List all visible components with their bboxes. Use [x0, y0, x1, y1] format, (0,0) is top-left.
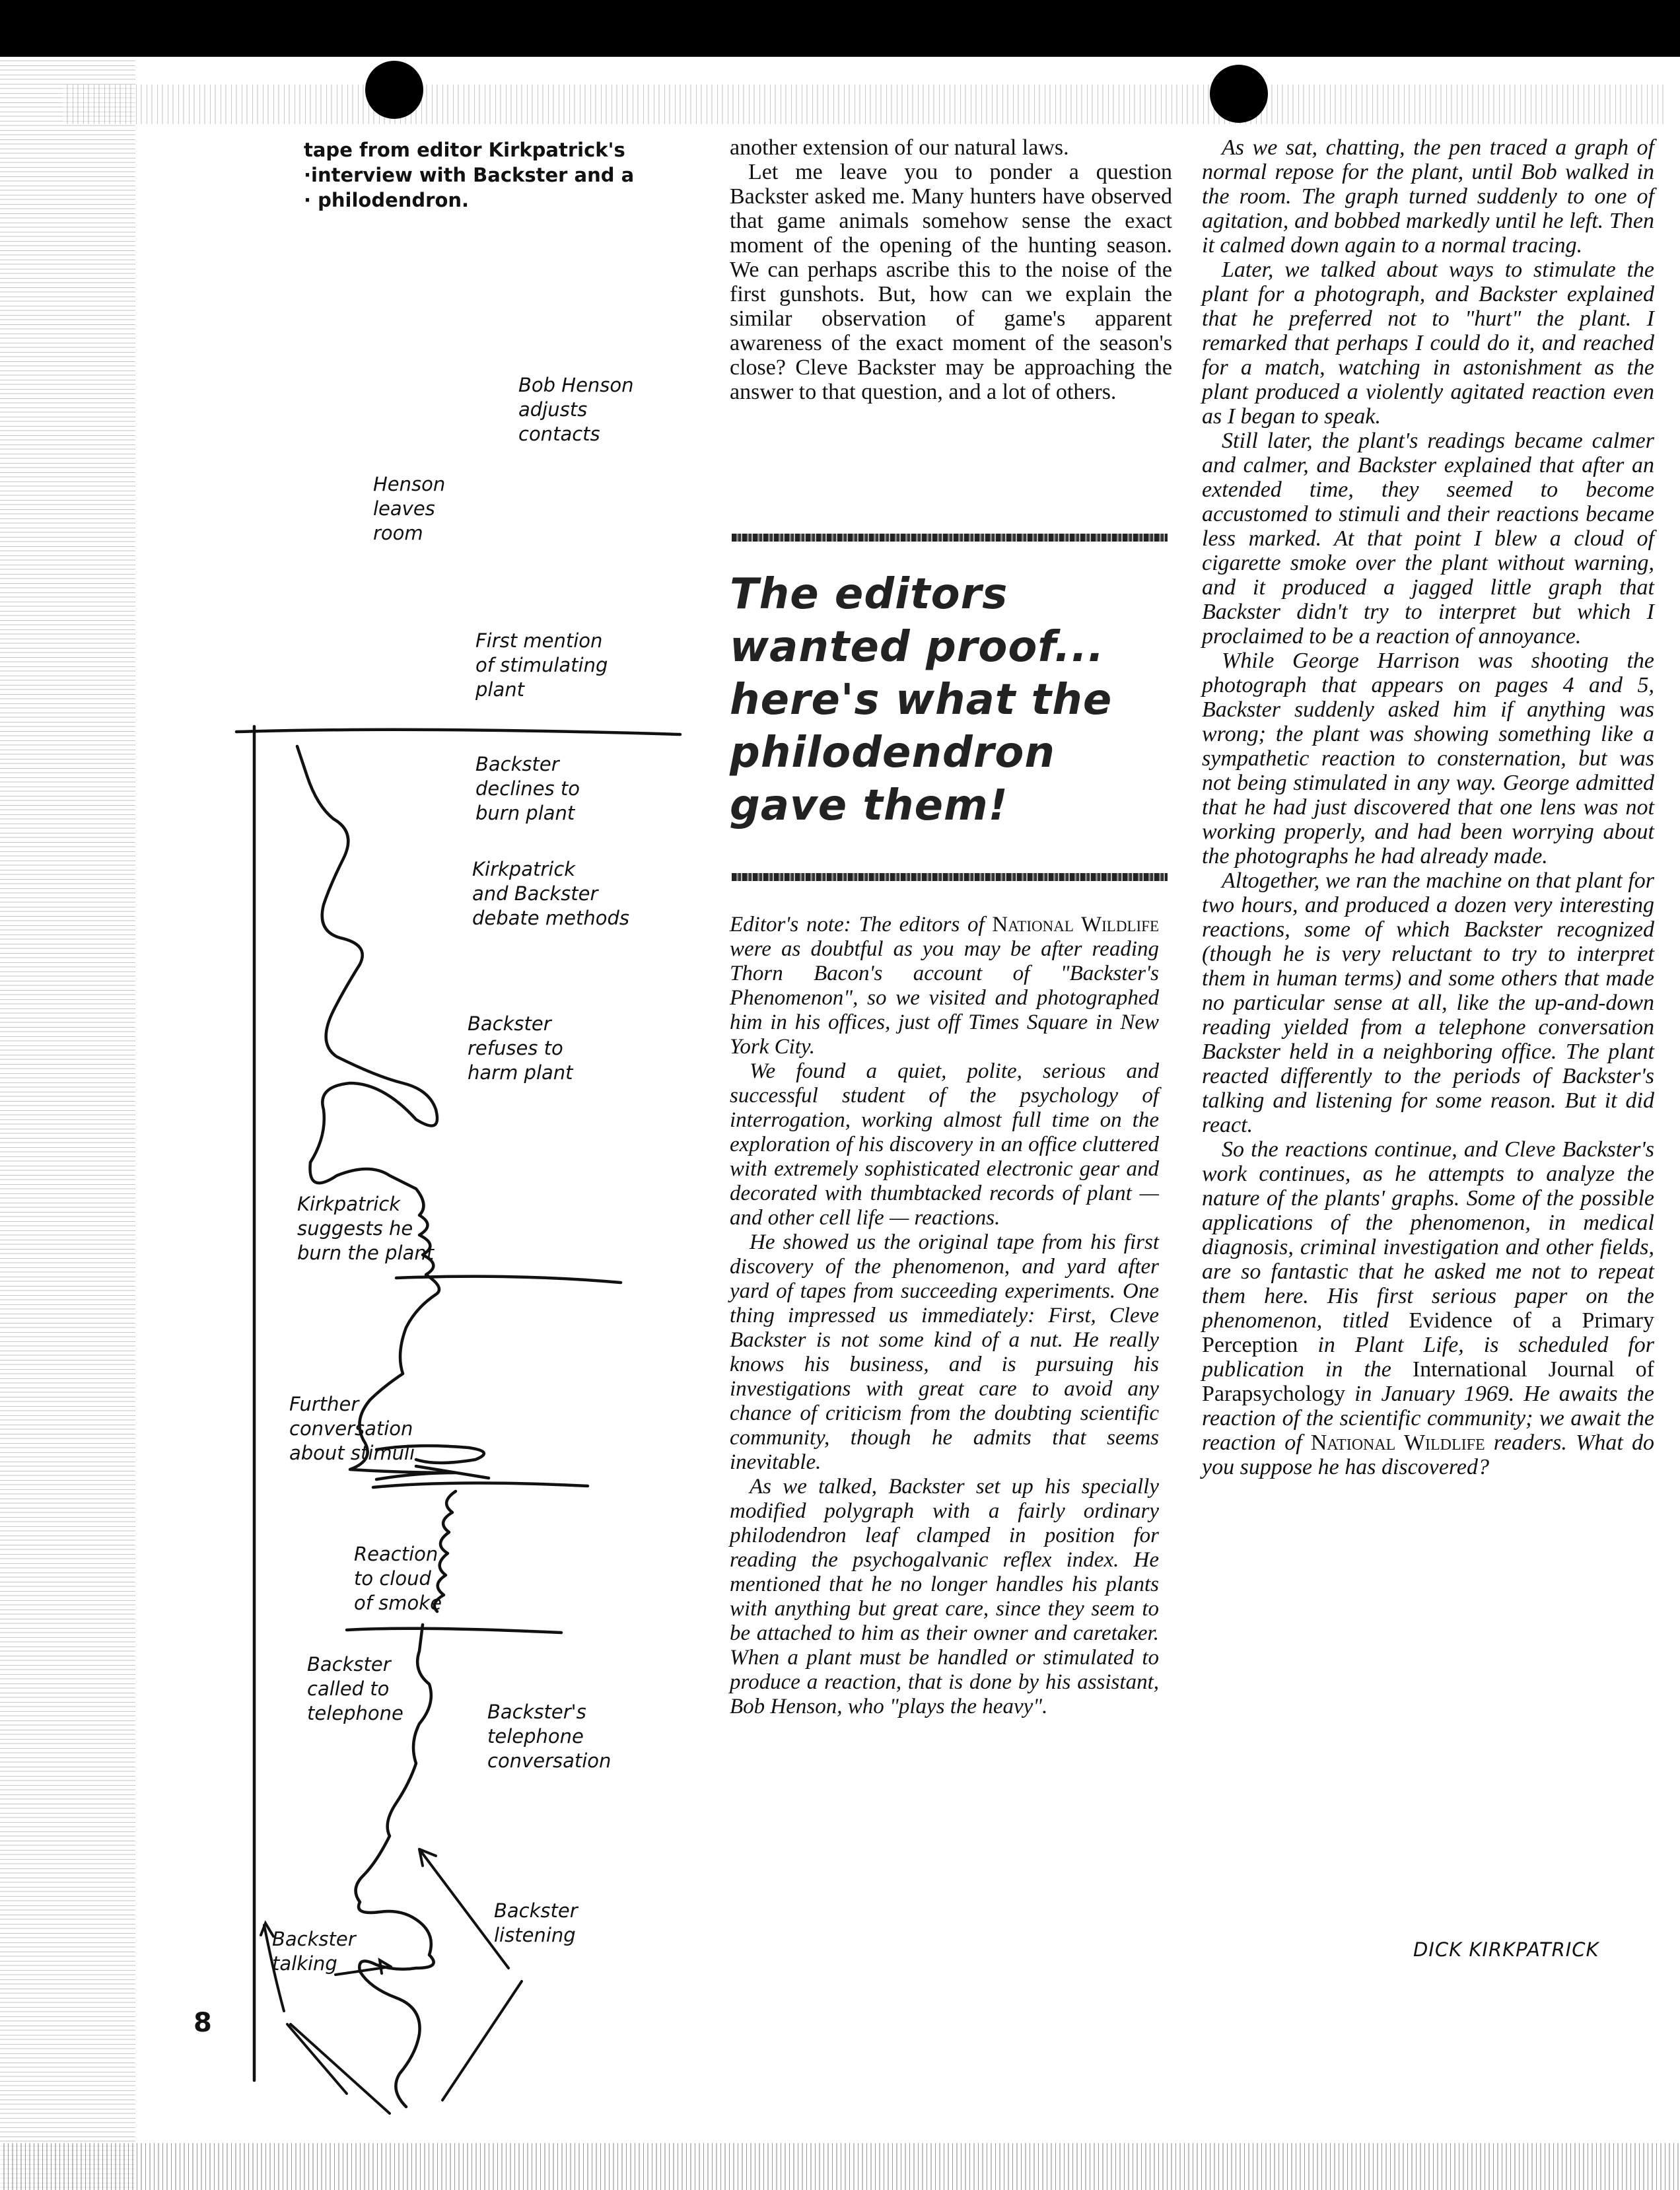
scan-top-border: [0, 0, 1680, 57]
paragraph: [1202, 1137, 1654, 1479]
graph-label: Backster refuses to harm plant: [468, 1012, 573, 1084]
annotation-arrow: [264, 1925, 284, 2011]
headline: The editors wanted proof... here's what the philodendron gave them!: [730, 570, 1113, 830]
byline: DICK KIRKPATRICK: [1413, 1938, 1599, 1961]
magazine-name: National Wildlife: [992, 913, 1159, 936]
graph-label: Backster's telephone conversation: [487, 1701, 612, 1772]
paragraph: Later, we talked about ways to stimulate the plant for a photograph, and Backster explained that he preferred not to "hurt" the plant. I remarked that perhaps I could do it, and reached for a match, watching in astonishment as the plant produced a violently agitated reaction even as I began to speak.: [1202, 258, 1654, 429]
paragraph: While George Harrison was shooting the photograph that appears on pages 4 and 5, Backster suddenly asked him if anything was wrong; the plant was showing something like a sympathetic reaction to consternation, but was not being stimulated in any way. George admitted that he had just discovered that one lens was not working properly, and had been worrying about the photographs he had already made.: [1202, 649, 1654, 868]
divider-line: [236, 730, 680, 734]
paragraph: another extension of our natural laws.: [730, 135, 1069, 160]
paragraph: We found a quiet, polite, serious and successful student of the psychology of interrogation, working almost full time on the exploration of his discovery in an office cluttered with extremely sophisticated electronic gear and decorated with thumbtacked records of plant — and other cell life — reactions.: [730, 1059, 1159, 1230]
text-run: were as doubtful as you may be after reading Thorn Bacon's account of "Backster's Phenomenon", so we visited and photographed him in his offices, just off Times Square in New York City.: [730, 937, 1159, 1059]
decorative-rule: [732, 873, 1168, 881]
editors-note: [730, 913, 1159, 1719]
trace-line: [297, 746, 456, 1479]
graph-label: Henson leaves room: [373, 473, 446, 544]
punch-hole-right: [1210, 65, 1268, 123]
decorative-rule: [732, 534, 1168, 542]
annotation-arrow: [287, 2024, 347, 2094]
paragraph: As we sat, chatting, the pen traced a graph of normal repose for the plant, until Bob walked in the room. The graph turned suddenly to one of agitation, and bobbed markedly until he left. Then it calmed down again to a normal tracing.: [1202, 135, 1654, 258]
article-column-right: [1202, 135, 1654, 1479]
graph-label: First mention of stimulating plant: [475, 629, 608, 701]
paragraph: Still later, the plant's readings became calmer and calmer, and Backster explained that after an extended time, they seemed to become accustomed to stimuli and their reactions became less marked. At that point I blew a cloud of cigarette smoke over the plant without warning, and it produced a jagged little graph that Backster didn't try to interpret but which I proclaimed to be a reaction of annoyance.: [1202, 429, 1654, 649]
graph-label: Backster listening: [494, 1899, 578, 1946]
scan-bottom-edge-noise: [0, 2143, 1680, 2190]
scan-left-edge-noise: [0, 57, 135, 2190]
text-run: So the reactions continue, and Cleve Backster's work continues, as he attempts to analyze the nature of the plants' graphs. Some of the possible applications of the phenomenon, in medical diagnosis, criminal investigation and other fields, are so fantastic that he asked me not to repeat them here. His first serious paper on the phenomenon, titled: [1202, 1137, 1654, 1333]
article-column-middle: [730, 135, 1172, 404]
graph-label: Backster called to telephone: [307, 1653, 403, 1724]
photo-caption: tape from editor Kirkpatrick's ·interview with Backster and a · philodendron.: [304, 139, 635, 211]
polygraph-tracing: [218, 713, 693, 2120]
annotation-arrow: [291, 2024, 390, 2113]
text-run: in January 1969. He awaits the reaction of the scientific community; we await the reaction of: [1202, 1382, 1654, 1455]
paragraph: As we talked, Backster set up his specially modified polygraph with a fairly ordinary philodendron leaf clamped in position for reading the psychogalvanic reflex index. He mentioned that he no longer handles his plants with anything but great care, since they seem to be attached to him as their owner and caretaker. When a plant must be handled or stimulated to produce a reaction, that is done by his assistant, Bob Henson, who "plays the heavy".: [730, 1475, 1159, 1718]
paragraph: [730, 913, 1159, 1059]
journal-name: International Journal of Parapsychology: [1202, 1357, 1654, 1406]
graph-label: Kirkpatrick and Backster debate methods: [472, 858, 629, 929]
text-run: Editor's note: The editors of: [730, 913, 993, 936]
annotation-arrow: [442, 1981, 522, 2100]
annotation-arrow: [419, 1849, 508, 1968]
divider-line: [347, 1629, 561, 1633]
paper-title: Evidence of a Primary Perception: [1202, 1308, 1654, 1357]
graph-label: Kirkpatrick suggests he burn the plant: [297, 1193, 435, 1264]
text-run: in Plant Life, is scheduled for publication in the: [1202, 1333, 1654, 1382]
paragraph: He showed us the original tape from his first discovery of the phenomenon, and yard after yard of tapes from succeeding experiments. One thing impressed us immediately: First, Cleve Backster is not some kind of a nut. He really knows his business, and is pursuing his investigations with great care to avoid any chance of criticism from the doubting scientific community, though he admits that seems inevitable.: [730, 1230, 1159, 1474]
punch-hole-left: [365, 61, 423, 119]
graph-label: Reaction to cloud of smoke: [354, 1543, 442, 1614]
magazine-name: National Wildlife: [1310, 1431, 1485, 1455]
text-run: readers. What do you suppose he has discovered?: [1202, 1431, 1655, 1479]
scan-top-edge-noise: [63, 85, 1667, 124]
graph-label: Further conversation about stimuli: [289, 1393, 415, 1464]
paragraph: Altogether, we ran the machine on that plant for two hours, and produced a dozen very interesting reactions, some of which Backster recognized (though he is very reluctant to try to interpret them in human terms) and some others that made no particular sense at all, like the up-and-down reading yielded from a telephone conversation Backster held in a neighboring office. The plant reacted differently to the periods of Backster's talking and listening for some reason. But it did react.: [1202, 868, 1654, 1137]
page-number: 8: [193, 2008, 212, 2038]
trace-line: [435, 1491, 456, 1611]
paragraph: Let me leave you to ponder a question Backster asked me. Many hunters have observed that game animals somehow sense the exact moment of the opening of the hunting season. We can perhaps ascribe this to the noise of the first gunshots. But, how can we explain the similar observation of game's apparent awareness of the exact moment of the season's close? Cleve Backster may be approaching the answer to that question, and a lot of others.: [730, 160, 1172, 404]
graph-label: Backster declines to burn plant: [475, 753, 580, 824]
trace-line: [376, 1446, 484, 1463]
graph-label: Backster talking: [272, 1928, 356, 1975]
graph-label: Bob Henson adjusts contacts: [518, 374, 634, 445]
divider-line: [373, 1483, 588, 1487]
